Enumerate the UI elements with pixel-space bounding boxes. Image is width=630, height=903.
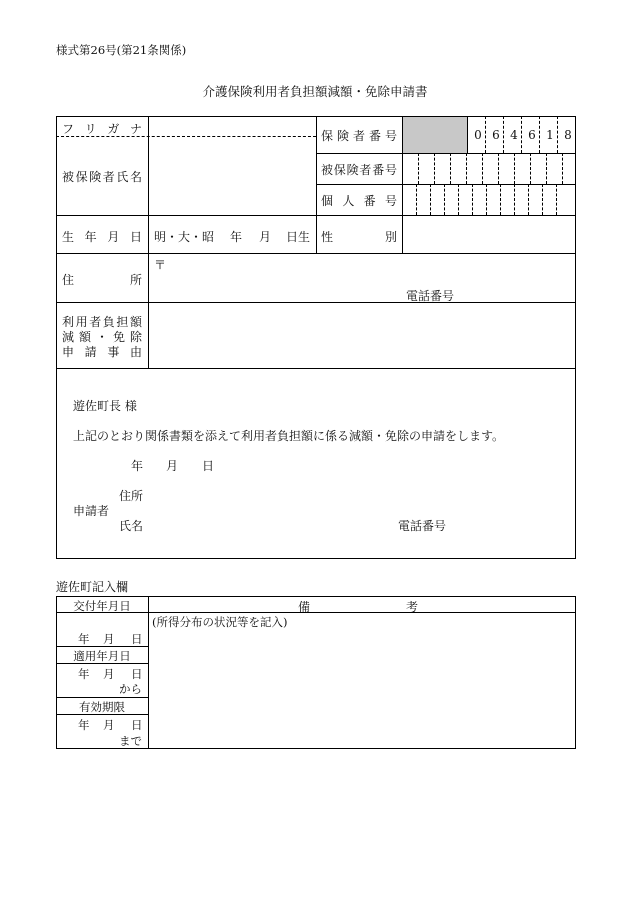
applied-day-unit: 日 xyxy=(131,667,143,681)
applicant-name-label: 氏名 xyxy=(119,519,144,533)
insurer-digit: 6 xyxy=(492,128,500,142)
valid-until-label: 有効期限 xyxy=(79,700,125,714)
postal-mark: 〒 xyxy=(154,258,167,272)
insurer-digit: 8 xyxy=(564,128,572,142)
furigana-label: フ リ ガ ナ xyxy=(62,122,142,136)
insurer-number-shaded-cell xyxy=(403,117,467,153)
insurer-digit: 1 xyxy=(546,128,554,142)
birth-month-unit: 月 xyxy=(259,230,272,244)
insurer-number-label: 保 険 者 番 号 xyxy=(321,129,397,143)
applied-year-unit: 年 xyxy=(78,667,90,681)
insurer-digit: 4 xyxy=(510,128,518,142)
applied-month-unit: 月 xyxy=(103,667,115,681)
from-label: から xyxy=(119,682,142,696)
insured-number-label: 被 保 険 者 番 号 xyxy=(321,163,397,177)
applicant-address-label: 住所 xyxy=(119,489,144,503)
applicant-label: 申請者 xyxy=(73,504,110,518)
remarks-note: (所得分布の状況等を記入) xyxy=(152,615,288,629)
remarks-header: 備 考 xyxy=(298,600,418,614)
issue-day-unit: 日 xyxy=(131,632,143,646)
declaration-day-unit: 日 xyxy=(202,459,215,473)
form-number: 様式第26号(第21条関係) xyxy=(56,43,187,57)
personal-number-label: 個 人 番 号 xyxy=(321,194,397,208)
issue-month-unit: 月 xyxy=(103,632,115,646)
declaration-month-unit: 月 xyxy=(166,459,179,473)
insurer-digit: 0 xyxy=(474,128,482,142)
valid-year-unit: 年 xyxy=(78,718,90,732)
declaration-year-unit: 年 xyxy=(131,459,144,473)
insured-name-label: 被 保 険 者 氏 名 xyxy=(62,170,142,184)
valid-day-unit: 日 xyxy=(131,718,143,732)
addressee: 遊佐町長 様 xyxy=(73,399,137,413)
issue-date-header: 交付年月日 xyxy=(73,599,131,613)
address-phone-label: 電話番号 xyxy=(406,289,455,303)
address-label: 住 所 xyxy=(62,273,142,287)
form-title: 介護保険利用者負担額減額・免除申請書 xyxy=(202,84,428,99)
declaration-statement: 上記のとおり関係書類を添えて利用者負担額に係る減額・免除の申請をします。 xyxy=(73,429,505,443)
birth-day-unit: 日生 xyxy=(286,230,311,244)
reason-label-line1: 利 用 者 負 担 額 xyxy=(62,315,142,329)
sex-label: 性 別 xyxy=(321,230,397,244)
applied-date-label: 適用年月日 xyxy=(73,649,131,663)
birth-date-label: 生 年 月 日 xyxy=(62,230,142,244)
applicant-phone-label: 電話番号 xyxy=(398,519,447,533)
valid-month-unit: 月 xyxy=(103,718,115,732)
issue-year-unit: 年 xyxy=(78,632,90,646)
insurer-digit: 6 xyxy=(528,128,536,142)
reason-label-line3: 申 請 事 由 xyxy=(62,345,142,359)
until-label: まで xyxy=(119,734,142,748)
era-options: 明・大・昭 xyxy=(154,230,215,244)
office-section-title: 遊佐町記入欄 xyxy=(56,580,129,594)
birth-year-unit: 年 xyxy=(230,230,243,244)
reason-label-line2: 減 額 ・ 免 除 xyxy=(62,330,142,344)
